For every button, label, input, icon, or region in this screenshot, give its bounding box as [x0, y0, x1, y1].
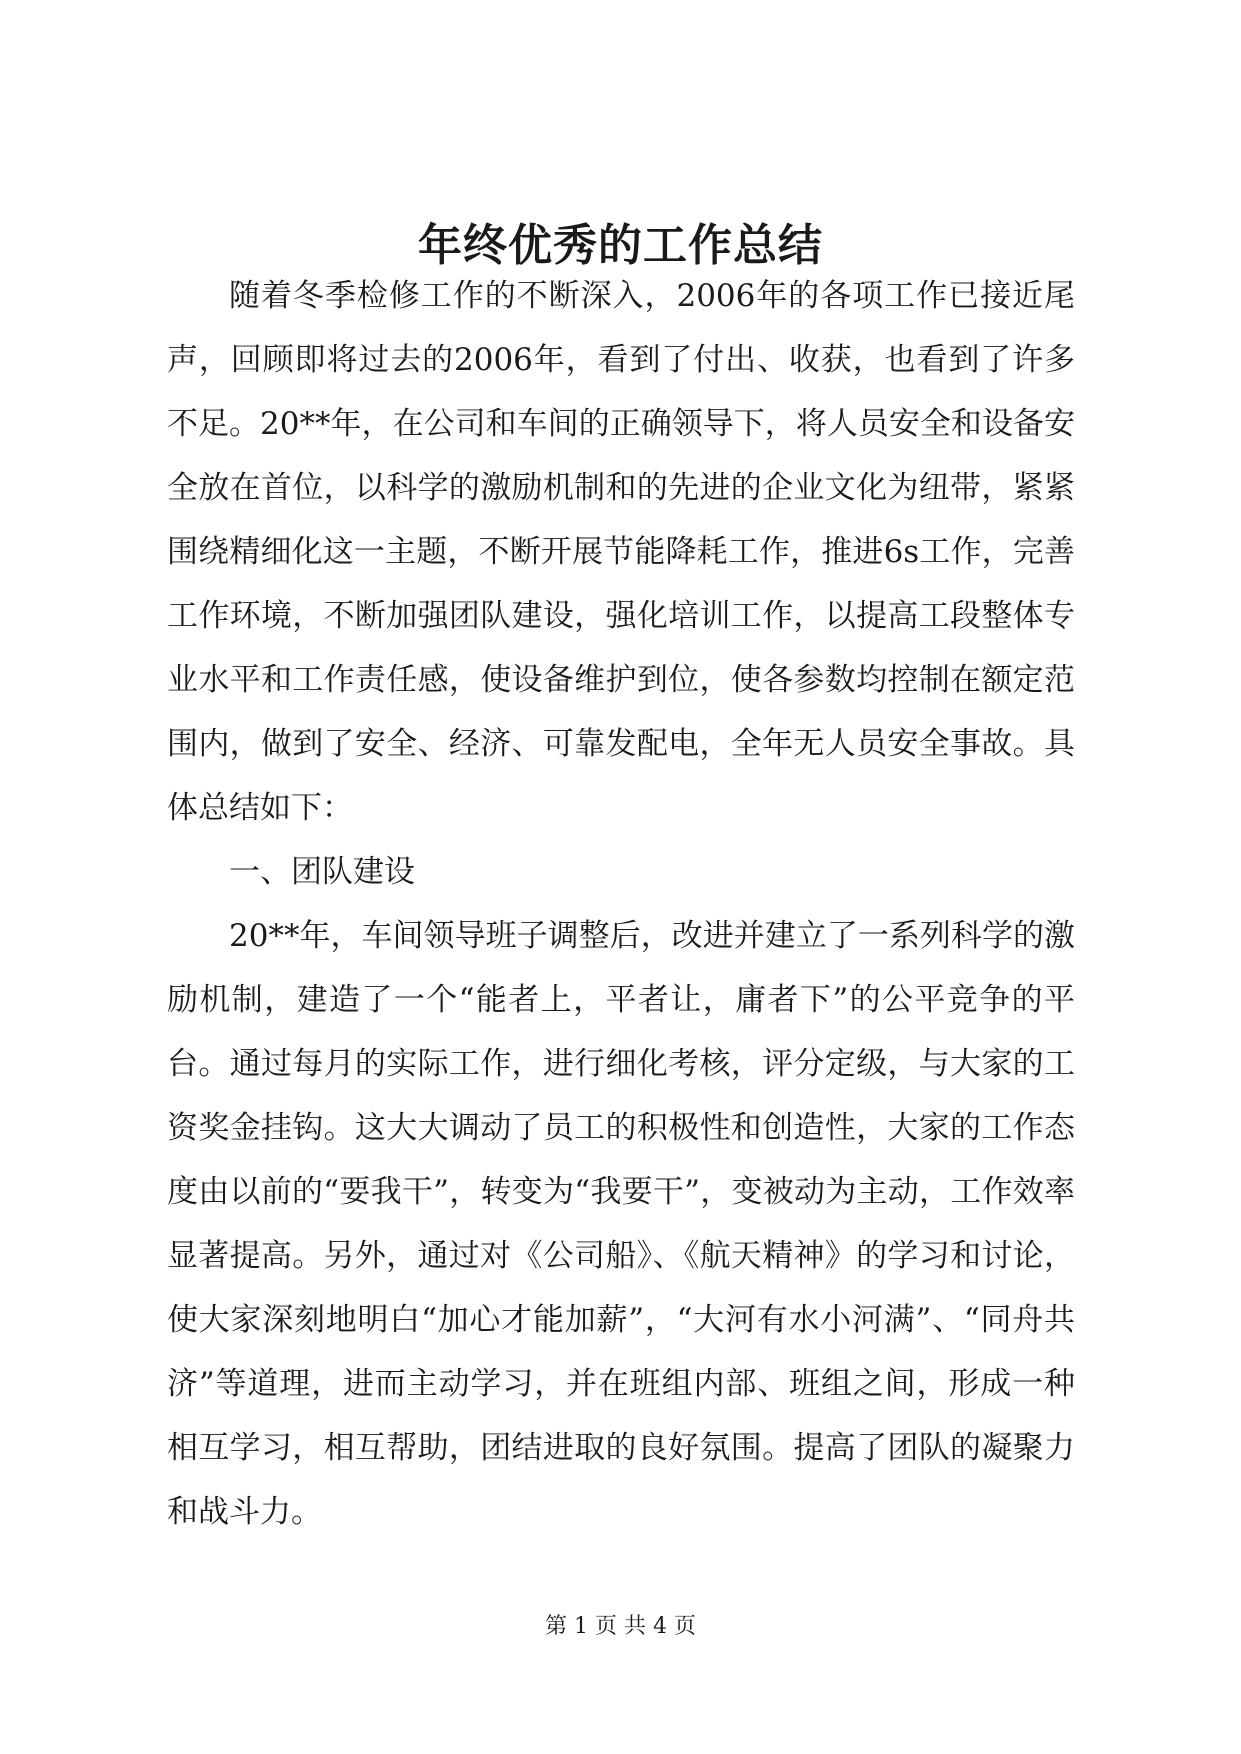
section-heading-team-building: 一、团队建设 — [229, 854, 415, 890]
document-body — [167, 264, 1075, 1544]
page-number-footer: 第 1 页 共 4 页 — [545, 1614, 696, 1639]
paragraph-team-building: 20**年，车间领导班子调整后，改进并建立了一系列科学的激励机制，建造了一个“能者上，平者让，庸者下”的公平竞争的平台。通过每月的实际工作，进行细化考核，评分定级，与大家的工资奖金挂钩。这大大调动了员工的积极性和创造性，大家的工作态度由以前的“要我干”，转变为“我要干”，变被动为主动，工作效率显著提高。另外，通过对《公司船》、《航天精神》的学习和讨论，使大家深刻地明白“加心才能加薪”，“大河有水小河满”、“同舟共济”等道理，进而主动学习，并在班组内部、班组之间，形成一种相互学习，相互帮助，团结进取的良好氛围。提高了团队的凝聚力和战斗力。 — [167, 918, 1075, 1530]
paragraph-intro: 随着冬季检修工作的不断深入，2006年的各项工作已接近尾声，回顾即将过去的2006年，看到了付出、收获，也看到了许多不足。20**年，在公司和车间的正确领导下，将人员安全和设备安全放在首位，以科学的激励机制和的先进的企业文化为纽带，紧紧围绕精细化这一主题，不断开展节能降耗工作，推进6s工作，完善工作环境，不断加强团队建设，强化培训工作，以提高工段整体专业水平和工作责任感，使设备维护到位，使各参数均控制在额定范围内，做到了安全、经济、可靠发配电，全年无人员安全事故。具体总结如下： — [167, 278, 1075, 826]
document-title: 年终优秀的工作总结 — [418, 220, 823, 271]
